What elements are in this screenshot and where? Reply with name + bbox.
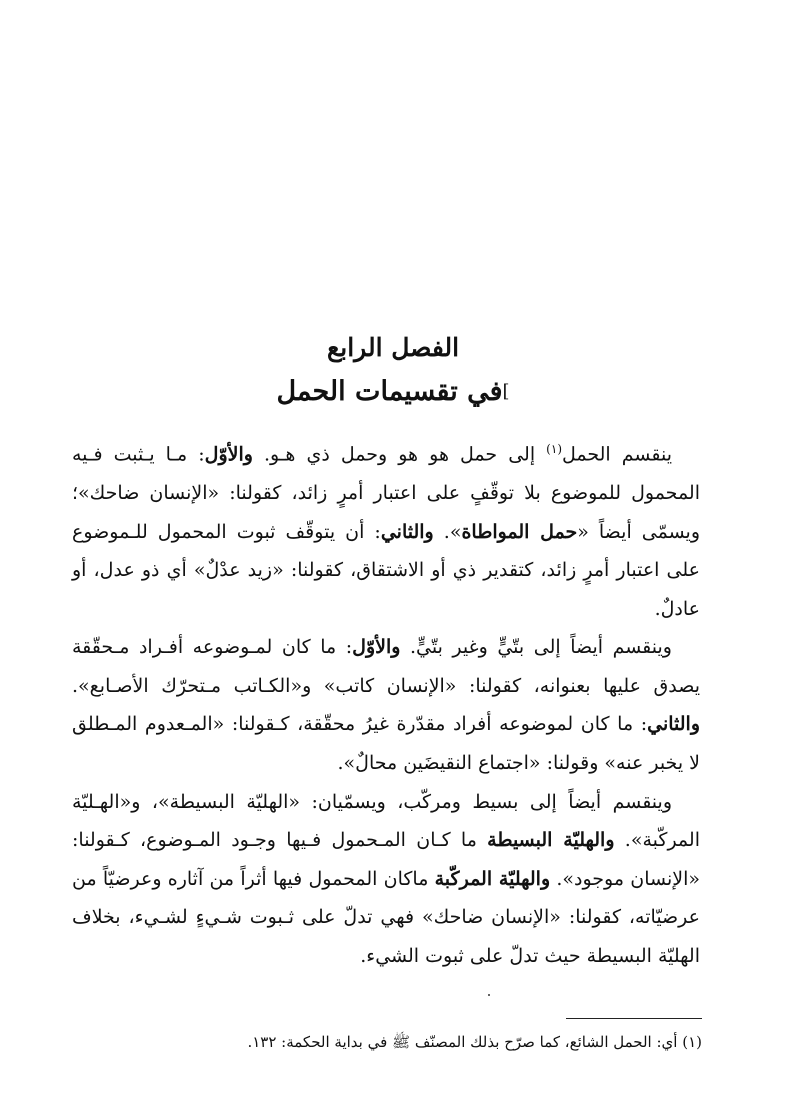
bold-term: حمل المواطاة (461, 520, 578, 543)
ink-dot (488, 994, 490, 996)
text-run: وينقسم أيضاً إلى بتّيٍّ وغير بتّيٍّ. (400, 636, 672, 659)
text-run: : ما كان لمـوضوعه أفـراد مـحقّقة يصدق عليها بعنوانه، كقولنا: «الإنسان كاتب» و«الكـاتب مـتحرّك الأصـابع». (72, 636, 700, 697)
chapter-title: الفصل الرابع (326, 333, 460, 362)
bold-term: والأوّل (352, 636, 401, 659)
chapter-subtitle (0, 372, 786, 412)
text-run: ما كـان المـحمول فـيها وجـود المـوضوع، كـقولنا: «الإنسان موجود». (72, 829, 700, 890)
text-run: إلى حمل هو هو وحمل ذي هـو. (252, 443, 547, 466)
footnote: (١) أي: الحمل الشائع، كما صرّح بذلك المصنّف ﷺ في بداية الحكمة: ١٣٢. (247, 1033, 702, 1051)
paragraph-1 (72, 430, 700, 628)
footnote-divider (566, 1018, 702, 1019)
text-run: وينقسم أيضاً إلى بسيط ومركّب، ويسمّيان: «الهليّة البسيطة»، و«الهـليّة المركّبة». (72, 790, 700, 852)
text-run: : ما كان لموضوعه أفراد مقدّرة غيرُ محقّقة، كـقولنا: «المـعدوم المـطلق لا يخبر عنه» وقولنا: «اجتماع النقيضَين محالٌ». (72, 713, 700, 775)
subtitle-bracket: ] (502, 381, 510, 402)
text-run: ينقسم الحمل (562, 443, 672, 466)
text-run: : مـا يـثبت فـيه المحمول للموضوع بلا توقّفٍ على اعتبار أمرٍ زائد، كقولنا: «الإنسان ضاحك»؛ ويسمّى أيضاً « (72, 443, 701, 543)
text-run: ماكان المحمول فيها أثراً من آثاره وعرضيّاً من عرضيّاته، كقولنا: «الإنسان ضاحك» فهي تدلّ على ثـبوت شـيءٍ لشـيء، بخلاف الهليّة البسيطة حيث تدلّ على ثبوت الشيء. (72, 867, 700, 968)
bold-term: والثاني (647, 713, 700, 736)
subtitle-text: في تقسيمات الحمل (276, 376, 503, 407)
bold-term: والثاني (380, 520, 434, 543)
footnote-ref: (١) (546, 442, 562, 456)
bold-term: والأوّل (204, 443, 253, 466)
body-text (72, 430, 700, 976)
paragraph-3 (72, 783, 700, 976)
bold-term: والهليّة البسيطة (487, 829, 615, 852)
text-run: ». (433, 520, 462, 543)
paragraph-2 (72, 628, 700, 782)
bold-term: والهليّة المركّبة (434, 867, 551, 890)
text-run: : أن يتوقّف ثبوت المحمول للـموضوع على اعتبار أمرٍ زائد، كتقدير ذي أو الاشتقاق، كقولنا: «زيد عدْلٌ» أي ذو عدل، أو عادلٌ. (72, 520, 700, 620)
